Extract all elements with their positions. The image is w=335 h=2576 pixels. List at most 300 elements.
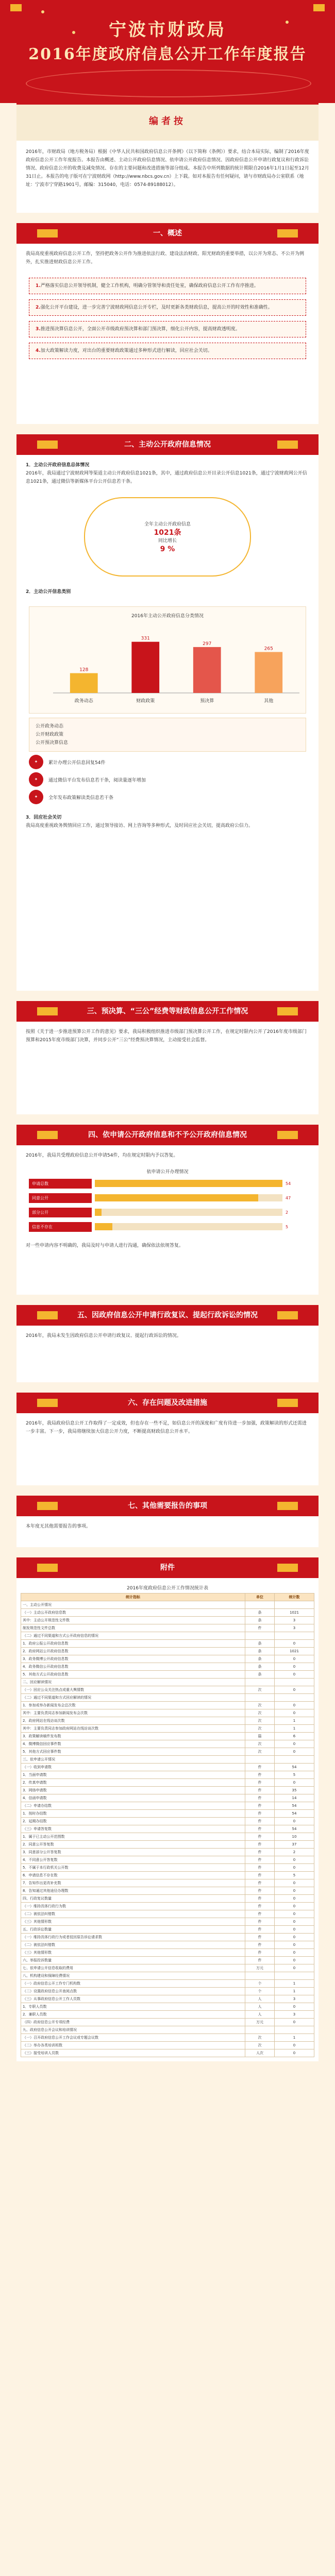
table-cell: 1．政府公报公开政府信息数 <box>21 1640 245 1648</box>
list-item: 4.加大政策解读力度，对出台的重要财政政策通过多种形式进行解读，回应社会关切。 <box>29 343 306 359</box>
table-cell: 1021 <box>275 1648 314 1655</box>
table-cell: 0 <box>275 2003 314 2011</box>
table-cell: 2．传真申请数 <box>21 1779 245 1787</box>
table-cell: 1021 <box>275 1609 314 1617</box>
table-cell: 件 <box>245 1825 275 1833</box>
table-row <box>21 1980 314 1988</box>
table-cell: 件 <box>245 1787 275 1794</box>
table-row <box>21 1964 314 1972</box>
table-cell: 0 <box>275 1856 314 1864</box>
table-cell: （二）举办各类培训班数 <box>21 2042 245 2049</box>
sparkle-icon <box>41 10 44 13</box>
table-cell <box>245 2026 275 2034</box>
bar-chart <box>32 621 310 708</box>
request-bars <box>16 1178 319 1232</box>
table-row <box>21 1926 314 1934</box>
section-title: 四、依申请公开政府信息和不予公开政府信息情况 <box>16 1125 319 1145</box>
table-cell: 2．延期办结数 <box>21 1818 245 1825</box>
table-cell: 件 <box>245 1818 275 1825</box>
list-item: 公开政务动态 <box>36 724 64 729</box>
table-cell: 3．政策解读稿件发布数 <box>21 1733 245 1740</box>
table-cell: 6．申请信息不存在数 <box>21 1872 245 1879</box>
table-cell: 0 <box>275 1655 314 1663</box>
table-cell: （一）政府信息公开工作专门机构数 <box>21 1980 245 1988</box>
table-cell: 件 <box>245 1833 275 1841</box>
list-item: 2.强化公开平台建设，进一步完善宁波财政网信息公开专栏，及时更新各类财政信息，提高公开的时效性和准确性。 <box>29 299 306 316</box>
table-cell: 一、主动公开情况 <box>21 1601 245 1609</box>
table-cell: 2．政府网站公开政府信息数 <box>21 1648 245 1655</box>
table-cell: 件 <box>245 1841 275 1849</box>
table-cell: 0 <box>275 2049 314 2057</box>
bar-label: 信息不存在 <box>29 1222 92 1232</box>
table-cell: 五、行政诉讼数量 <box>21 1926 245 1934</box>
bar-value: 47 <box>286 1195 291 1200</box>
table-cell: 54 <box>275 1825 314 1833</box>
list-item: 3.推进预决算信息公开，全面公开市级政府预决算和部门预决算，细化公开内容，提高财政透明度。 <box>29 321 306 337</box>
table-cell: 次 <box>245 1748 275 1756</box>
table-cell: 5 <box>275 1872 314 1879</box>
tick-label: 政务动态 <box>74 699 93 704</box>
table-row <box>21 1655 314 1663</box>
table-cell: 二、回应解读情况 <box>21 1679 245 1686</box>
tick-label: 预决算 <box>200 699 214 704</box>
table-cell: 件 <box>245 1764 275 1771</box>
table-cell: 4．政务微信公开政府信息数 <box>21 1663 245 1671</box>
data-label: 297 <box>203 641 212 647</box>
table-row <box>21 1740 314 1748</box>
table-cell: 三、依申请公开情况 <box>21 1756 245 1764</box>
table-cell: 篇 <box>245 1733 275 1740</box>
table-cell: 0 <box>275 1910 314 1918</box>
editor-note-title: 编者按 <box>149 116 186 127</box>
bar-row <box>29 1221 306 1232</box>
table-cell: 0 <box>275 2042 314 2049</box>
table-cell: 件 <box>245 1771 275 1779</box>
page-subtitle: 2016年度政府信息公开工作年度报告 <box>28 45 307 63</box>
table-cell: 件 <box>245 1957 275 1964</box>
bar-label: 部分公开 <box>29 1208 92 1217</box>
paragraph: 2016年，我局政府信息公开工作取得了一定成效，但也存在一些不足，如信息公开的深度和广度有待进一步加强，政策解读的形式还需进一步丰富。下一步，我局将继续加大信息公开力度，不断提高财政信息公开水平。 <box>26 1421 307 1434</box>
table-cell: （一）收到申请数 <box>21 1764 245 1771</box>
table-cell: （一）维持具体行政行为数 <box>21 1903 245 1910</box>
table-cell: 四、行政复议数量 <box>21 1895 245 1903</box>
table-cell: 0 <box>275 1663 314 1671</box>
table-row <box>21 2034 314 2042</box>
section-problems <box>16 1393 319 1485</box>
info-icon: ✦ <box>29 790 43 804</box>
table-cell: 0 <box>275 1887 314 1895</box>
table-cell: （二）通过不同渠道和方式回应解读的情况 <box>21 1694 245 1702</box>
table-row <box>21 1617 314 1624</box>
section-budget-disclosure <box>16 1001 319 1114</box>
table-cell: 件 <box>245 1849 275 1856</box>
table-cell: 件 <box>245 1934 275 1941</box>
table-cell: 次 <box>245 1725 275 1733</box>
table-cell: 3．政务微博公开政府信息数 <box>21 1655 245 1663</box>
table-cell: 54 <box>275 1810 314 1818</box>
paragraph: 本年度无其他需要报告的事项。 <box>26 1524 91 1529</box>
table-cell: 件 <box>245 1864 275 1872</box>
table-cell: 条 <box>245 1617 275 1624</box>
table-cell: 6 <box>275 1733 314 1740</box>
table-cell: 人 <box>245 1995 275 2003</box>
bar <box>193 647 221 693</box>
section-request-disclosure <box>16 1125 319 1295</box>
table-cell: 件 <box>245 1910 275 1918</box>
paragraph: 对一些申请内容不明确的，我局及时与申请人进行沟通，确保依法依规答复。 <box>26 1243 184 1248</box>
table-cell: （二）设置政府信息公开查阅点数 <box>21 1988 245 1995</box>
paragraph: 2016年，我局通过宁波财政网等渠道主动公开政府信息1021条，其中，通过政府信息公开目录公开信息1021条，通过宁波财政网公开信息1021条，通过微信等新媒体平台公开信息若干条。 <box>26 471 307 484</box>
bar-row <box>29 1192 306 1204</box>
table-row <box>21 1934 314 1941</box>
paragraph: 2016年，我局共受理政府信息公开申请54件，均在规定时限内予以答复。 <box>26 1153 178 1158</box>
appendix-table-wrap <box>16 1578 319 2061</box>
table-cell: 0 <box>275 1934 314 1941</box>
table-cell: 其中：主动公开规范性文件数 <box>21 1617 245 1624</box>
bar-fill <box>95 1223 112 1230</box>
editor-note-text: 2016年，市财政局（地方税务局）根据《中华人民共和国政府信息公开条例》（以下简称《条例》）要求，结合本局实际，编制了2016年度政府信息公开工作年度报告。本报告由概述、主动公开政府信息情况、依申请公开政府信息情况、因政府信息公开申请行政复议和行政诉讼情况、政府信息公开的收费及减免情况、存在的主要问题和改进措施等部分组成。本报告中所列数据的统计期限自2016年1月1日起至12月31日止。本报告的电子版可在宁波财政网（http://www.nbcs.gov.cn）上下载。如对本报告有任何疑问，请与市财政局办公室联系（地址：宁波市宁穿路1901号，邮编：315040，电话：0574-89188012）。 <box>16 141 319 213</box>
table-cell: 5 <box>275 1771 314 1779</box>
table-row <box>21 1686 314 1694</box>
table-cell: （三）申请答复数 <box>21 1825 245 1833</box>
table-cell: 0 <box>275 1957 314 1964</box>
table-cell: 七、依申请公开信息收取的费用 <box>21 1964 245 1972</box>
table-cell: 1 <box>275 1980 314 1988</box>
bar-fill <box>95 1194 258 1201</box>
table-cell: 1．专职人员数 <box>21 2003 245 2011</box>
table-row <box>21 1702 314 1709</box>
table-cell: 0 <box>275 1671 314 1679</box>
table-cell <box>245 1601 275 1609</box>
table-cell: （一）维持具体行政行为或者驳回原告诉讼请求数 <box>21 1934 245 1941</box>
highlight-row: ✦ 通过微信平台发布信息若干条，阅读量逐年增加 <box>29 772 306 787</box>
bar-row <box>29 1207 306 1218</box>
table-row <box>21 1624 314 1632</box>
table-cell: 2．兼职人员数 <box>21 2011 245 2019</box>
table-cell: （二）被依法纠错数 <box>21 1910 245 1918</box>
table-cell: 1．当面申请数 <box>21 1771 245 1779</box>
table-row <box>21 2042 314 2049</box>
table-row <box>21 1694 314 1702</box>
table-cell: 35 <box>275 1787 314 1794</box>
table-cell: 1 <box>275 1725 314 1733</box>
highlight-row: ✦ 累计办理公开信息回复54件 <box>29 755 306 769</box>
data-label: 128 <box>79 667 89 673</box>
table-cell: 3．网络申请数 <box>21 1787 245 1794</box>
column-header: 统计指标 <box>21 1594 245 1601</box>
table-row <box>21 1957 314 1964</box>
table-cell: 0 <box>275 1918 314 1926</box>
table-cell: 0 <box>275 1941 314 1949</box>
table-row <box>21 2011 314 2019</box>
table-row <box>21 1988 314 1995</box>
bar-fill <box>95 1180 282 1187</box>
table-cell: 次 <box>245 2042 275 2049</box>
table-cell: 0 <box>275 1895 314 1903</box>
table-cell: 7．告知作出更改补充数 <box>21 1879 245 1887</box>
table-cell: 件 <box>245 1895 275 1903</box>
table-cell: 2．政府网站在线访谈次数 <box>21 1717 245 1725</box>
table-cell: 件 <box>245 1624 275 1632</box>
table-row <box>21 1725 314 1733</box>
table-cell: 人 <box>245 2011 275 2019</box>
table-row <box>21 1679 314 1686</box>
table-cell: 条 <box>245 1663 275 1671</box>
table-cell: 37 <box>275 1841 314 1849</box>
table-cell: 0 <box>275 1702 314 1709</box>
table-cell: 件 <box>245 1903 275 1910</box>
table-cell: 其中：主要负责同志参加政府网站在线访谈次数 <box>21 1725 245 1733</box>
table-row <box>21 1733 314 1740</box>
bar-track <box>95 1209 282 1216</box>
list-item: 公开预决算信息 <box>36 740 69 745</box>
highlight-row: ✦ 全年发布政策解读类信息若干条 <box>29 790 306 804</box>
table-row <box>21 1779 314 1787</box>
table-cell: 0 <box>275 1640 314 1648</box>
table-cell: 2．同意公开答复数 <box>21 1841 245 1849</box>
table-cell: 3 <box>275 1617 314 1624</box>
table-cell: 人 <box>245 2003 275 2011</box>
tick-label: 其他 <box>264 699 274 704</box>
data-label: 265 <box>264 646 273 652</box>
section-title: 五、因政府信息公开申请行政复议、提起行政诉讼的情况 <box>16 1305 319 1326</box>
table-cell: 其中：主要负责同志参加新闻发布会次数 <box>21 1709 245 1717</box>
table-cell: 条 <box>245 1640 275 1648</box>
table-row <box>21 1787 314 1794</box>
table-row <box>21 1810 314 1818</box>
table-cell: 次 <box>245 1709 275 1717</box>
table-cell: 条 <box>245 1609 275 1617</box>
table-cell: 54 <box>275 1802 314 1810</box>
subheading: 3．回应社会关切 <box>26 815 62 820</box>
table-cell: 8．告知通过其他途径办理数 <box>21 1887 245 1895</box>
table-title: 2016年度政府信息公开工作情况统计表 <box>127 1586 208 1591</box>
bar-label: 申请总数 <box>29 1179 92 1189</box>
table-cell: 件 <box>245 1810 275 1818</box>
list-item: 1.严格落实信息公开领导机制，健全工作机构，明确分管领导和责任处室，确保政府信息公开工作有序推进。 <box>29 278 306 294</box>
bar <box>255 652 282 693</box>
table-cell: 1．参加或举办新闻发布会总次数 <box>21 1702 245 1709</box>
table-cell: 14 <box>275 1794 314 1802</box>
table-cell: 次 <box>245 2034 275 2042</box>
section-title: 一、概述 <box>16 223 319 244</box>
table-cell: 个 <box>245 1988 275 1995</box>
table-cell: 0 <box>275 1879 314 1887</box>
section-proactive-disclosure <box>16 434 319 991</box>
category-list <box>29 718 306 752</box>
section-review-litigation <box>16 1305 319 1382</box>
tick-label: 财政政策 <box>136 699 155 704</box>
chart-caption: 依申请公开办理情况 <box>146 1170 189 1175</box>
table-cell: 5．其他方式公开政府信息数 <box>21 1671 245 1679</box>
table-cell: 条 <box>245 1671 275 1679</box>
table-row <box>21 1872 314 1879</box>
table-row <box>21 1794 314 1802</box>
table-cell: 4．不同意公开答复数 <box>21 1856 245 1864</box>
table-cell: 次 <box>245 1702 275 1709</box>
table-cell: 1．属于已主动公开范围数 <box>21 1833 245 1841</box>
bar-track <box>95 1194 282 1201</box>
table-row <box>21 1609 314 1617</box>
bar-fill <box>95 1209 102 1216</box>
table-cell: 次 <box>245 1717 275 1725</box>
table-row <box>21 1918 314 1926</box>
table-cell <box>245 1632 275 1640</box>
table-cell: 件 <box>245 1872 275 1879</box>
table-cell: 万元 <box>245 2019 275 2026</box>
table-cell: 条 <box>245 1655 275 1663</box>
table-row <box>21 1841 314 1849</box>
table-cell: 2 <box>275 1849 314 1856</box>
table-cell: 次 <box>245 1686 275 1694</box>
table-cell: 1 <box>275 2034 314 2042</box>
table-row <box>21 2049 314 2057</box>
bar-value: 2 <box>286 1210 289 1215</box>
table-row <box>21 1833 314 1841</box>
bar <box>131 642 159 693</box>
table-row <box>21 1756 314 1764</box>
table-row <box>21 1771 314 1779</box>
section-intro: 我局高度重视政府信息公开工作，坚持把政务公开作为推进依法行政、建设法治财政、阳光财政的重要举措，以公开为常态、不公开为例外，扎实推进财政信息公开工作。 <box>26 251 305 265</box>
section-title: 二、主动公开政府信息情况 <box>16 434 319 455</box>
table-cell: 0 <box>275 1709 314 1717</box>
table-row <box>21 1941 314 1949</box>
table-cell: （三）其他情形数 <box>21 1918 245 1926</box>
statistics-table <box>21 1593 314 2057</box>
table-cell: 件 <box>245 1879 275 1887</box>
table-cell: 3 <box>275 2011 314 2019</box>
table-cell: 0 <box>275 1740 314 1748</box>
table-row <box>21 1849 314 1856</box>
table-cell <box>275 1601 314 1609</box>
paragraph: 我局高度重视政务舆情回应工作，通过领导接访、网上咨询等多种形式，及时回应社会关切，提高政府公信力。 <box>26 823 254 828</box>
table-cell: （一）召开政府信息公开工作会议或专题会议数 <box>21 2034 245 2042</box>
table-cell: 1．按时办结数 <box>21 1810 245 1818</box>
table-cell: （一）主动公开政府信息数 <box>21 1609 245 1617</box>
table-cell <box>245 1679 275 1686</box>
table-row <box>21 2026 314 2034</box>
bar-track <box>95 1223 282 1230</box>
table-cell: 1 <box>275 1988 314 1995</box>
table-cell: 0 <box>275 1818 314 1825</box>
table-cell: 次 <box>245 1740 275 1748</box>
table-row <box>21 2003 314 2011</box>
table-row <box>21 1748 314 1756</box>
bar-value: 5 <box>286 1224 289 1229</box>
table-cell: （三）其他情形数 <box>21 1949 245 1957</box>
table-cell <box>275 1632 314 1640</box>
table-cell: （二）申请办结数 <box>21 1802 245 1810</box>
table-row <box>21 1949 314 1957</box>
paragraph: 按照《关于进一步推进预算公开工作的意见》要求，我局积极组织推进市级部门预决算公开工作，在规定时限内公开了2016年度市级部门预算和2015年度市级部门决算，并同步公开“三公”经费预决算情况，主动接受社会监督。 <box>26 1029 307 1043</box>
table-row <box>21 1709 314 1717</box>
bar <box>70 673 98 693</box>
table-cell: 件 <box>245 1918 275 1926</box>
data-label: 331 <box>141 636 150 641</box>
table-cell: （三）接受培训人员数 <box>21 2049 245 2057</box>
flag-icon <box>10 4 22 11</box>
table-cell: 0 <box>275 1864 314 1872</box>
table-cell: 0 <box>275 1686 314 1694</box>
table-cell: 件 <box>245 1856 275 1864</box>
table-row <box>21 1601 314 1609</box>
appendix <box>16 1557 319 1578</box>
table-row <box>21 1864 314 1872</box>
table-cell: 九、政府信息公开会议和培训情况 <box>21 2026 245 2034</box>
table-cell: 3 <box>275 1995 314 2003</box>
table-cell <box>275 1972 314 1980</box>
table-cell: 10 <box>275 1833 314 1841</box>
section-title: 三、预决算、“三公”经费等财政信息公开工作情况 <box>16 1001 319 1022</box>
table-row <box>21 1717 314 1725</box>
table-row <box>21 1856 314 1864</box>
table-cell: 54 <box>275 1764 314 1771</box>
table-cell: 3．同意部分公开答复数 <box>21 1849 245 1856</box>
report-banner <box>0 0 335 103</box>
column-header: 单位 <box>245 1594 275 1601</box>
table-cell: 0 <box>275 1926 314 1934</box>
section-title: 六、存在问题及改进措施 <box>16 1393 319 1413</box>
subheading: 1．主动公开政府信息总体情况 <box>26 463 90 468</box>
table-cell: 件 <box>245 1949 275 1957</box>
table-row <box>21 1818 314 1825</box>
chart-caption: 2016年主动公开政府信息分类情况 <box>131 614 204 619</box>
decorative-ring <box>26 70 311 97</box>
table-row <box>21 1648 314 1655</box>
table-cell: 件 <box>245 1887 275 1895</box>
bar-track <box>95 1180 282 1187</box>
table-cell: 条 <box>245 1648 275 1655</box>
page-title: 宁波市财政局 <box>109 20 226 40</box>
table-row <box>21 1802 314 1810</box>
table-cell: 件 <box>245 1926 275 1934</box>
table-cell <box>275 2026 314 2034</box>
table-cell: 3 <box>275 1624 314 1632</box>
table-row <box>21 1640 314 1648</box>
table-cell <box>275 1694 314 1702</box>
bar-label: 同意公开 <box>29 1193 92 1203</box>
table-cell: 件 <box>245 1802 275 1810</box>
table-cell <box>245 1694 275 1702</box>
table-cell <box>245 1972 275 1980</box>
table-row <box>21 1663 314 1671</box>
table-row <box>21 1825 314 1833</box>
section-other <box>16 1496 319 1547</box>
editor-note-header <box>16 103 319 141</box>
table-cell <box>275 1756 314 1764</box>
table-cell: 件 <box>245 1941 275 1949</box>
table-cell: （二）被依法纠错数 <box>21 1941 245 1949</box>
table-cell: 0 <box>275 1748 314 1756</box>
table-cell: 件 <box>245 1794 275 1802</box>
info-icon: ✦ <box>29 772 43 787</box>
table-row <box>21 1995 314 2003</box>
paragraph: 2016年，我局未发生因政府信息公开申请行政复议、提起行政诉讼的情况。 <box>26 1333 181 1338</box>
info-icon: ✦ <box>29 755 43 769</box>
table-cell: （三）从事政府信息公开工作人员数 <box>21 1995 245 2003</box>
table-cell: 六、举报投诉数量 <box>21 1957 245 1964</box>
table-cell: 人次 <box>245 2049 275 2057</box>
table-cell: 0 <box>275 1779 314 1787</box>
stat-card: 全年主动公开政府信息 1021条 同比增长 9 % <box>84 497 251 577</box>
section-overview <box>16 223 319 424</box>
table-cell: 八、机构建设和保障经费情况 <box>21 1972 245 1980</box>
table-row <box>21 1632 314 1640</box>
table-cell: 0 <box>275 1949 314 1957</box>
table-row <box>21 1764 314 1771</box>
table-cell: （一）回应公众关注热点或重大舆情数 <box>21 1686 245 1694</box>
flag-icon <box>313 4 325 11</box>
